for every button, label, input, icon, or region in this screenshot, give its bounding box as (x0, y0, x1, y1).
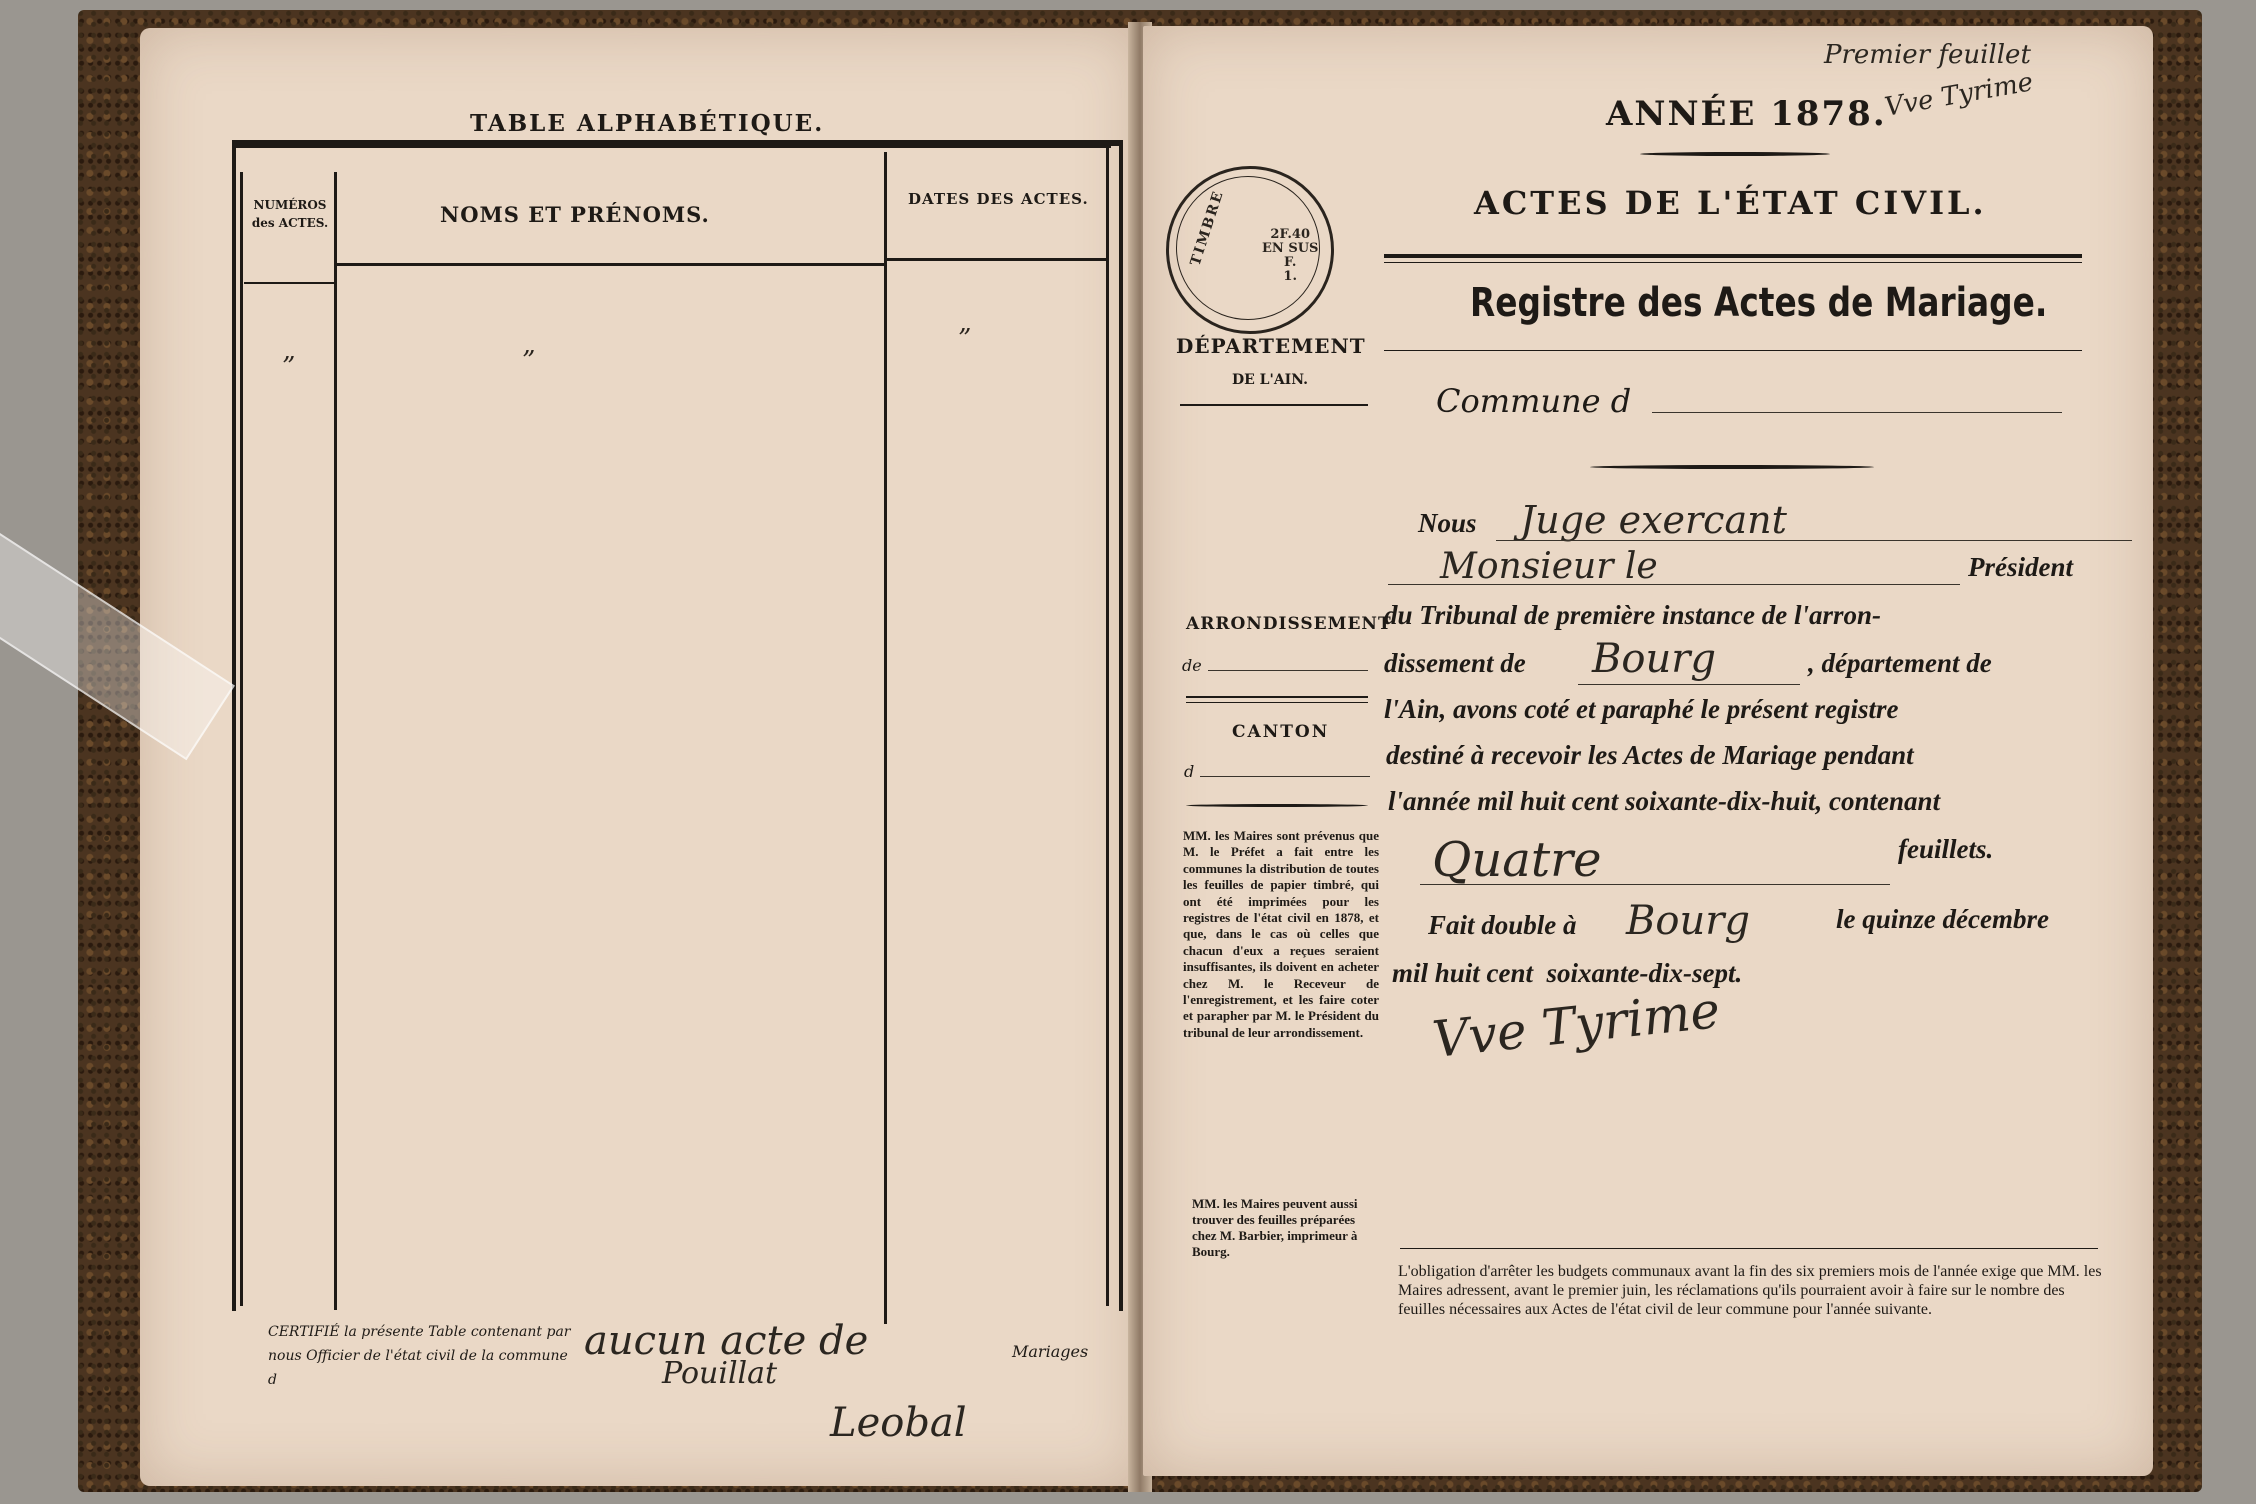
mariages-label: Mariages (1012, 1342, 1089, 1361)
rule-under-registre (1384, 350, 2082, 351)
commune-label: Commune d (1436, 382, 1632, 420)
text-line-ain: l'Ain, avons coté et paraphé le présent registre (1384, 694, 1899, 724)
text-line-annee: l'année mil huit cent soixante-dix-huit, contenant (1388, 786, 1941, 816)
handwritten-signature-right: Vve Tyrime (1429, 981, 1723, 1069)
page-title-table-alphabetique: TABLE ALPHABÉTIQUE. (470, 110, 825, 137)
maires-notice-2: MM. les Maires peuvent aussi trouver des feuilles préparées chez M. Barbier, imprimeur à Bourg. (1192, 1196, 1358, 1259)
text-line-tribunal: du Tribunal de première instance de l'arron- (1384, 600, 1882, 630)
arrondissement-label: ARRONDISSEMENT (1186, 614, 1392, 634)
handwritten-commune-name: Pouillat (662, 1356, 778, 1391)
certification-text: CERTIFIÉ la présente Table contenant par nous Officier de l'état civil de la commune d (268, 1324, 571, 1388)
table-top-inner-rule (236, 146, 1111, 148)
stamp-value-text: 2F.40 EN SUS F. 1. (1262, 227, 1319, 284)
registre-heading: Registre des Actes de Mariage. (1470, 280, 2048, 326)
handwritten-bourg: Bourg (1592, 636, 1716, 682)
fill-line-bourg (1578, 684, 1800, 685)
header-rule-noms (336, 263, 884, 266)
president-label: Président (1968, 552, 2073, 582)
fait-double-label: Fait double à (1428, 910, 1577, 940)
handwritten-signature-left: Leobal (830, 1400, 967, 1446)
handwritten-premier-feuillet: Premier feuillet (1824, 40, 2031, 70)
arrondissement-fill-line (1208, 670, 1368, 671)
column-divider-2 (884, 152, 887, 1324)
canton-fill-line (1200, 776, 1370, 777)
ornament-rule-1 (1640, 152, 1830, 156)
ornament-rule-2 (1590, 465, 1874, 469)
column-header-dates: DATES DES ACTES. (908, 190, 1089, 208)
thick-rule (1384, 254, 2082, 258)
nous-label: Nous (1418, 508, 1477, 538)
text-line-arrondissement-b: , département de (1808, 648, 1992, 678)
column-divider-1 (334, 172, 337, 1310)
table-left-inner-rule (240, 172, 243, 1306)
ornament-rule-3 (1186, 804, 1368, 807)
text-line-arrondissement-a: dissement de (1384, 648, 1526, 678)
rule-under-department (1180, 404, 1368, 406)
fill-line-quatre (1420, 884, 1890, 885)
header-rule-dates (886, 258, 1106, 261)
column-header-noms: NOMS ET PRÉNOMS. (440, 202, 710, 227)
fill-line-president (1388, 584, 1960, 585)
canton-d-label: d (1184, 762, 1195, 781)
ditto-mark-dates: ” (958, 324, 972, 354)
arrondissement-de-label: de (1182, 656, 1202, 675)
header-rule-numeros (244, 282, 336, 284)
rule-above-canton-1 (1186, 696, 1368, 698)
handwritten-initials-top: Vve Tyrime (1882, 67, 2036, 123)
table-right-inner-rule (1106, 146, 1109, 1306)
stamp-timbre-text: TIMBRE (1187, 188, 1228, 268)
feuillets-label: feuillets. (1898, 834, 1994, 864)
department-name: DE L'AIN. (1232, 372, 1309, 388)
rule-above-footer (1400, 1248, 2098, 1249)
footer-obligation-note: L'obligation d'arrêter les budgets communaux avant la fin des six premiers mois de l'année exige que MM. les Maires adressent, avant le premier juin, les réclamations qu'ils pourraient avoir à faire sur le nombre des feuilles nécessaires aux Actes de l'état civil de leur commune pour l'année suivante. (1398, 1263, 2102, 1318)
text-line-destine: destiné à recevoir les Actes de Mariage pendant (1386, 740, 1914, 770)
handwritten-aucun-acte: aucun acte de (584, 1318, 869, 1364)
actes-heading: ACTES DE L'ÉTAT CIVIL. (1474, 184, 1987, 222)
fill-line-nous (1496, 540, 2132, 541)
maires-notice-1: MM. les Maires sont prévenus que M. le Préfet a fait entre les communes la distribution de toutes les feuilles de papier timbré, qui ont été imprimées pour les registres de l'état civil en 1878, et que, dans le cas où celles que chacun d'eux a reçues seraient insuffisantes, ils doivent en acheter chez M. le Receveur de l'enregistrement, et les faire coter et parapher par M. le Président du tribunal de leur arrondissement. (1183, 828, 1379, 1040)
handwritten-monsieur-le: Monsieur le (1440, 546, 1658, 587)
commune-fill-line (1652, 412, 2062, 413)
text-line-mil-huit: mil huit cent soixante-dix-sept. (1392, 958, 1743, 988)
ditto-mark-noms: ” (522, 346, 536, 376)
column-header-numeros: NUMÉROS des ACTES. (251, 198, 329, 230)
handwritten-quatre: Quatre (1432, 832, 1602, 888)
departement-label: DÉPARTEMENT (1176, 334, 1366, 358)
year-heading: ANNÉE 1878. (1606, 94, 1887, 134)
date-text: le quinze décembre (1836, 904, 2049, 934)
canton-label: CANTON (1232, 722, 1330, 742)
rule-above-canton-2 (1186, 702, 1368, 703)
ditto-mark-numeros: ” (282, 352, 296, 382)
index-table-frame (232, 140, 1123, 1311)
thin-rule (1384, 262, 2082, 263)
handwritten-bourg-2: Bourg (1626, 898, 1750, 944)
handwritten-juge-exercant: Juge exercant (1520, 498, 1787, 542)
